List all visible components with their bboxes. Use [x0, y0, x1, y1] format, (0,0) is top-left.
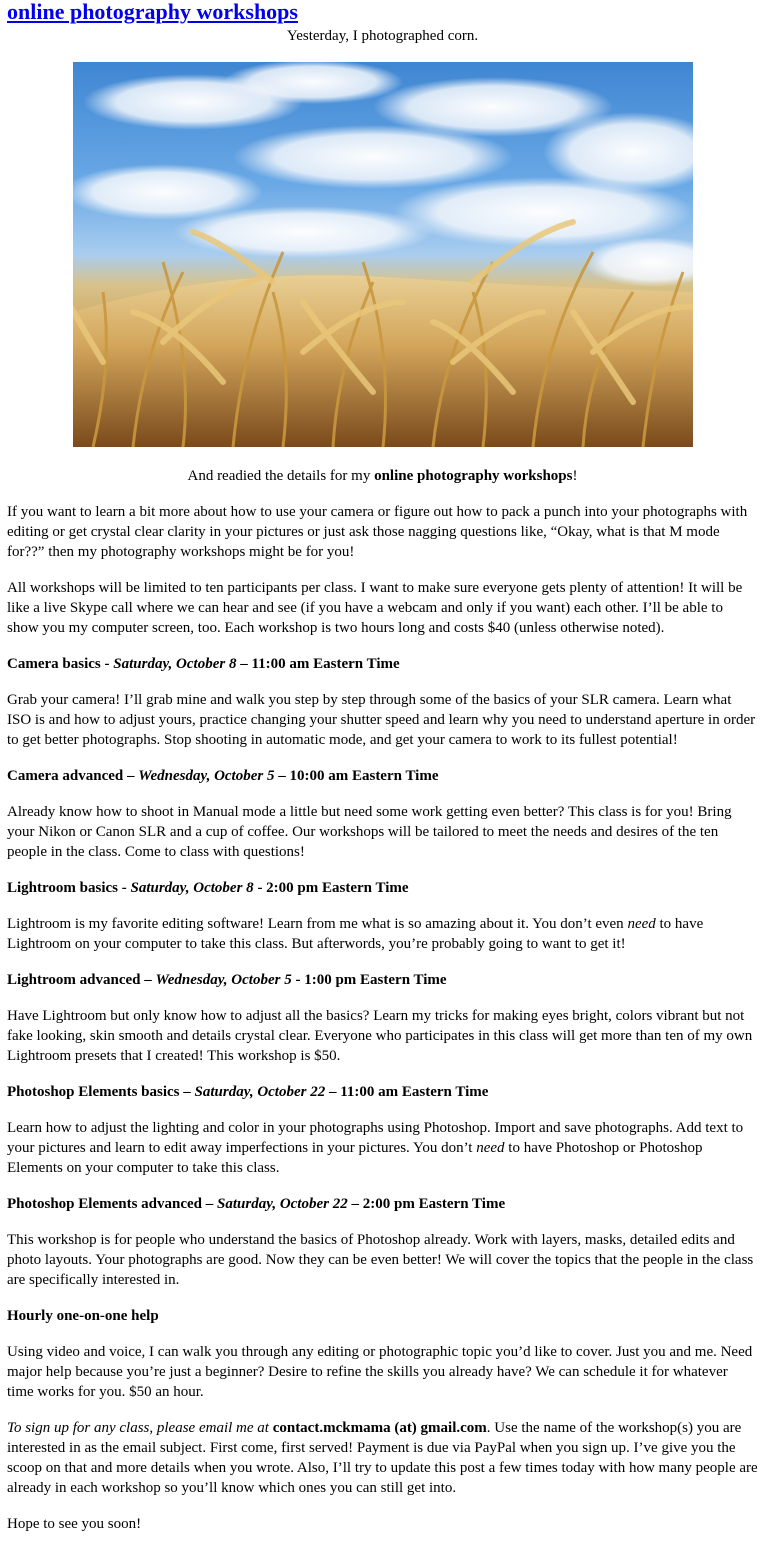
intro-paragraph-1: If you want to learn a bit more about how to use your camera or figure out how to pack a punch into your photographs with editing or get crystal clear clarity in your pictures or just ask those nagging questions like, “Okay, what is that M mode for??” then my photography workshops might be for you! [7, 504, 748, 560]
workshop-name: Photoshop Elements basics [7, 1084, 180, 1100]
workshop-heading [7, 654, 758, 674]
workshop-time: - 2:00 pm Eastern Time [253, 880, 409, 896]
workshop-name: Camera basics [7, 656, 101, 672]
cornfield-photo[interactable] [73, 62, 693, 447]
workshop-time: – 2:00 pm Eastern Time [347, 1196, 506, 1212]
workshop-description: Already know how to shoot in Manual mode a little but need some work getting even better? This class is for you! Bring your Nikon or Canon SLR and a cup of coffee. Our workshops will be tailored to meet the needs and desires of the ten people in the class. Come to class with questions! [7, 804, 732, 860]
signup-paragraph [7, 1418, 758, 1498]
workshop-separator: - [117, 880, 131, 896]
signup-details: . Use the name of the workshop(s) you are interested in as the email subject. First come, first served! Payment is due via PayPal when you sign up. I’ve give you the scoop on that and more details when you wrote. Also, I’ll try to update this post a few times today with how many people are already in each workshop so you’ll know which ones you can still get into. [7, 1420, 758, 1496]
workshop-description: Have Lightroom but only know how to adjust all the basics? Learn my tricks for making eyes bright, colors vibrant but not fake looking, skin smooth and details crystal clear. Everyone who participates in this class will get more than ten of my own Lightroom presets that I created! This workshop is $50. [7, 1008, 753, 1064]
workshop-date: Saturday, October 8 [130, 880, 254, 896]
workshop-time: – 11:00 am Eastern Time [325, 1084, 489, 1100]
closing-line: Hope to see you soon! [7, 1516, 142, 1532]
hourly-title: Hourly one-on-one help [7, 1308, 159, 1324]
workshop-name: Camera advanced [7, 768, 124, 784]
workshop-description [7, 1118, 758, 1178]
workshop-name: Lightroom advanced [7, 972, 141, 988]
workshop-date: Saturday, October 22 [194, 1084, 326, 1100]
photo-caption-bottom [7, 466, 758, 486]
description-text: Learn how to adjust the lighting and color in your photographs using Photoshop. Import and save photographs. Add text to your pictures and learn to edit away imperfections in your pictures. You don’t [7, 1120, 744, 1156]
workshop-separator: – [179, 1084, 195, 1100]
workshop-heading [7, 970, 758, 990]
caption-emphasis: online photography workshops [374, 468, 573, 484]
hourly-description: Using video and voice, I can walk you through any editing or photographic topic you’d like to cover. Just you and me. Need major help because you’re just a beginner? Desire to refine the skills you already have? We can schedule it for whatever time works for you. $50 an hour. [7, 1344, 753, 1400]
photo-caption-top: Yesterday, I photographed corn. [286, 28, 479, 44]
cornfield-illustration [73, 62, 693, 447]
caption-end: ! [572, 468, 578, 484]
workshop-name: Photoshop Elements advanced [7, 1196, 203, 1212]
workshop-date: Wednesday, October 5 [138, 768, 275, 784]
workshop-separator: – [140, 972, 156, 988]
workshop-description: Grab your camera! I’ll grab mine and walk you step by step through some of the basics of your SLR camera. Learn what ISO is and how to adjust yours, practice changing your shutter speed and learn why you need to understand aperture in order to get better photographs. Stop shooting in automatic mode, and get your camera to work to its fullest potential! [7, 692, 756, 748]
description-text: Lightroom is my favorite editing software! Learn from me what is so amazing about it. You don’t even [7, 916, 628, 932]
caption-text: And readied the details for my [187, 468, 375, 484]
signup-lead: To sign up for any class, please email me at [7, 1420, 273, 1436]
workshop-heading [7, 1194, 758, 1214]
workshop-separator: – [202, 1196, 218, 1212]
workshop-description [7, 914, 758, 954]
description-emphasis: need [476, 1140, 505, 1156]
post-title [7, 0, 758, 26]
workshop-heading [7, 1082, 758, 1102]
workshop-separator: - [100, 656, 114, 672]
workshop-heading [7, 766, 758, 786]
workshop-date: Saturday, October 22 [217, 1196, 348, 1212]
workshop-date: Wednesday, October 5 [155, 972, 292, 988]
description-text: to have Photoshop or Photoshop Elements on your computer to take this class. [7, 1140, 703, 1176]
workshop-heading [7, 878, 758, 898]
workshop-date: Saturday, October 8 [113, 656, 237, 672]
workshop-separator: – [123, 768, 139, 784]
description-emphasis: need [627, 916, 656, 932]
workshop-time: - 1:00 pm Eastern Time [291, 972, 447, 988]
workshop-time: – 10:00 am Eastern Time [274, 768, 439, 784]
description-text: to have Lightroom on your computer to take this class. But afterwords, you’re probably going to want to get it! [7, 916, 704, 952]
post-title-link[interactable]: online photography workshops [7, 0, 298, 24]
clouds [73, 62, 693, 287]
photo-container [7, 62, 758, 447]
hourly-heading [7, 1306, 758, 1326]
intro-paragraph-2: All workshops will be limited to ten participants per class. I want to make sure everyone gets plenty of attention! It will be like a live Skype call where we can hear and see (if you have a webcam and only if you want) each other. I’ll be able to show you my computer screen, too. Each workshop is two hours long and costs $40 (unless otherwise noted). [7, 580, 743, 636]
signup-email: contact.mckmama (at) gmail.com [272, 1420, 487, 1436]
workshop-name: Lightroom basics [7, 880, 118, 896]
workshop-time: – 11:00 am Eastern Time [236, 656, 400, 672]
workshop-description: This workshop is for people who understand the basics of Photoshop already. Work with layers, masks, detailed edits and photo layouts. Your photographs are good. Now they can be even better! We will cover the topics that the people in the class are specifically interested in. [7, 1232, 754, 1288]
